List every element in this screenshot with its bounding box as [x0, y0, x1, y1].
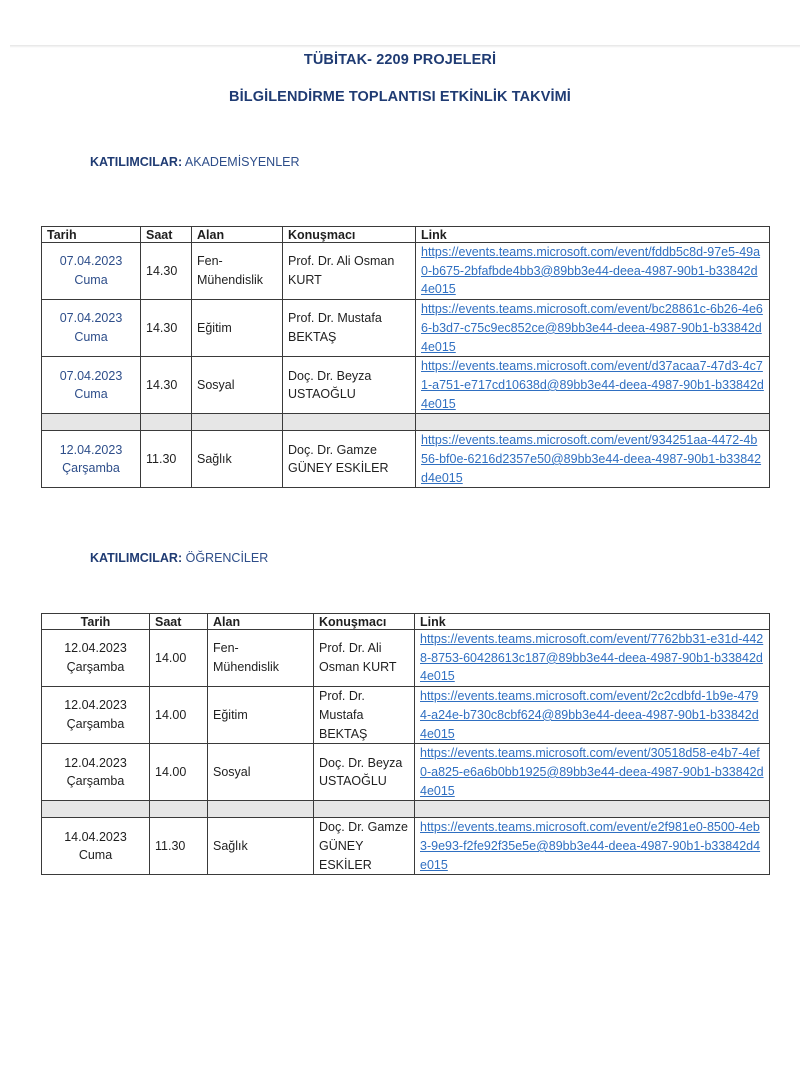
- link-cell: [415, 687, 770, 744]
- speaker-cell: Prof. Dr. Mustafa BEKTAŞ: [283, 300, 416, 357]
- link-cell: [416, 431, 770, 488]
- column-header-time: Saat: [141, 227, 192, 243]
- column-header-speaker: Konuşmacı: [314, 614, 415, 630]
- link-cell: [416, 300, 770, 357]
- page-top-edge: [10, 45, 800, 48]
- link-cell: [416, 357, 770, 414]
- field-cell: Sosyal: [192, 357, 283, 414]
- date-cell: 14.04.2023 Cuma: [42, 818, 150, 875]
- event-link[interactable]: https://events.teams.microsoft.com/event/30518d58-e4b7-4ef0-a825-e6a6b0bb1925@89bb3e44-deea-4987-90b1-b33842d4e015: [420, 746, 764, 798]
- field-cell: Sağlık: [208, 818, 314, 875]
- field-cell: Fen- Mühendislik: [208, 630, 314, 687]
- date-cell: 12.04.2023 Çarşamba: [42, 744, 150, 801]
- date-cell: 07.04.2023 Cuma: [42, 243, 141, 300]
- speaker-cell: Doç. Dr. Beyza USTAOĞLU: [283, 357, 416, 414]
- date-cell: 07.04.2023 Cuma: [42, 357, 141, 414]
- event-link[interactable]: https://events.teams.microsoft.com/event/934251aa-4472-4b56-bf0e-6216d2357e50@89bb3e44-deea-4987-90b1-b33842d4e015: [421, 433, 762, 485]
- table-row: [42, 744, 770, 801]
- time-cell: 14.30: [141, 243, 192, 300]
- column-header-speaker: Konuşmacı: [283, 227, 416, 243]
- event-link[interactable]: https://events.teams.microsoft.com/event/fddb5c8d-97e5-49a0-b675-2bfafbde4bb3@89bb3e44-deea-4987-90b1-b33842d4e015: [421, 245, 761, 297]
- participants-label: KATILIMCILAR:: [90, 551, 183, 565]
- field-cell: Eğitim: [192, 300, 283, 357]
- column-header-field: Alan: [208, 614, 314, 630]
- participants-value: ÖĞRENCİLER: [185, 551, 269, 565]
- link-cell: [415, 630, 770, 687]
- column-header-time: Saat: [150, 614, 208, 630]
- speaker-cell: Prof. Dr. Ali Osman KURT: [314, 630, 415, 687]
- participants-heading-academics: [90, 155, 300, 169]
- field-cell: Sosyal: [208, 744, 314, 801]
- time-cell: 14.00: [150, 630, 208, 687]
- event-link[interactable]: https://events.teams.microsoft.com/event/7762bb31-e31d-4428-8753-60428613c187@89bb3e44-deea-4987-90b1-b33842d4e015: [420, 632, 764, 684]
- participants-heading-students: [90, 551, 268, 565]
- field-cell: Fen- Mühendislik: [192, 243, 283, 300]
- speaker-cell: Prof. Dr. Mustafa BEKTAŞ: [314, 687, 415, 744]
- link-cell: [415, 744, 770, 801]
- table-row: [42, 357, 770, 414]
- table-row: [42, 431, 770, 488]
- event-link[interactable]: https://events.teams.microsoft.com/event/2c2cdbfd-1b9e-4794-a24e-b730c8cbf624@89bb3e44-deea-4987-90b1-b33842d4e015: [420, 689, 759, 741]
- table-header-row: [42, 227, 770, 243]
- schedule-table-academics: [41, 226, 770, 488]
- speaker-cell: Doç. Dr. Beyza USTAOĞLU: [314, 744, 415, 801]
- event-link[interactable]: https://events.teams.microsoft.com/event/e2f981e0-8500-4eb3-9e93-f2fe92f35e5e@89bb3e44-deea-4987-90b1-b33842d4e015: [420, 820, 761, 872]
- viewer-top-bar: [0, 0, 800, 46]
- document-title: TÜBİTAK- 2209 PROJELERİ: [303, 52, 497, 68]
- date-cell: 12.04.2023 Çarşamba: [42, 630, 150, 687]
- column-header-link: Link: [415, 614, 770, 630]
- table-row: [42, 243, 770, 300]
- time-cell: 11.30: [141, 431, 192, 488]
- spacer-row: [42, 801, 770, 818]
- column-header-date: Tarih: [42, 614, 150, 630]
- speaker-cell: Doç. Dr. Gamze GÜNEY ESKİLER: [283, 431, 416, 488]
- event-link[interactable]: https://events.teams.microsoft.com/event/d37acaa7-47d3-4c71-a751-e717cd10638d@89bb3e44-deea-4987-90b1-b33842d4e015: [421, 359, 764, 411]
- date-cell: 07.04.2023 Cuma: [42, 300, 141, 357]
- field-cell: Sağlık: [192, 431, 283, 488]
- document-subtitle: BİLGİLENDİRME TOPLANTISI ETKİNLİK TAKVİMİ: [229, 89, 571, 105]
- time-cell: 14.00: [150, 744, 208, 801]
- table-row: [42, 300, 770, 357]
- speaker-cell: Prof. Dr. Ali Osman KURT: [283, 243, 416, 300]
- table-row: [42, 818, 770, 875]
- field-cell: Eğitim: [208, 687, 314, 744]
- schedule-table-students: [41, 613, 770, 875]
- column-header-date: Tarih: [42, 227, 141, 243]
- time-cell: 11.30: [150, 818, 208, 875]
- link-cell: [416, 243, 770, 300]
- column-header-field: Alan: [192, 227, 283, 243]
- time-cell: 14.30: [141, 300, 192, 357]
- time-cell: 14.30: [141, 357, 192, 414]
- column-header-link: Link: [416, 227, 770, 243]
- event-link[interactable]: https://events.teams.microsoft.com/event/bc28861c-6b26-4e66-b3d7-c75c9ec852ce@89bb3e44-deea-4987-90b1-b33842d4e015: [421, 302, 763, 354]
- spacer-row: [42, 414, 770, 431]
- link-cell: [415, 818, 770, 875]
- participants-label: KATILIMCILAR:: [90, 155, 183, 169]
- table-row: [42, 630, 770, 687]
- time-cell: 14.00: [150, 687, 208, 744]
- date-cell: 12.04.2023 Çarşamba: [42, 431, 141, 488]
- participants-value: AKADEMİSYENLER: [184, 155, 300, 169]
- speaker-cell: Doç. Dr. Gamze GÜNEY ESKİLER: [314, 818, 415, 875]
- table-header-row: [42, 614, 770, 630]
- date-cell: 12.04.2023 Çarşamba: [42, 687, 150, 744]
- table-row: [42, 687, 770, 744]
